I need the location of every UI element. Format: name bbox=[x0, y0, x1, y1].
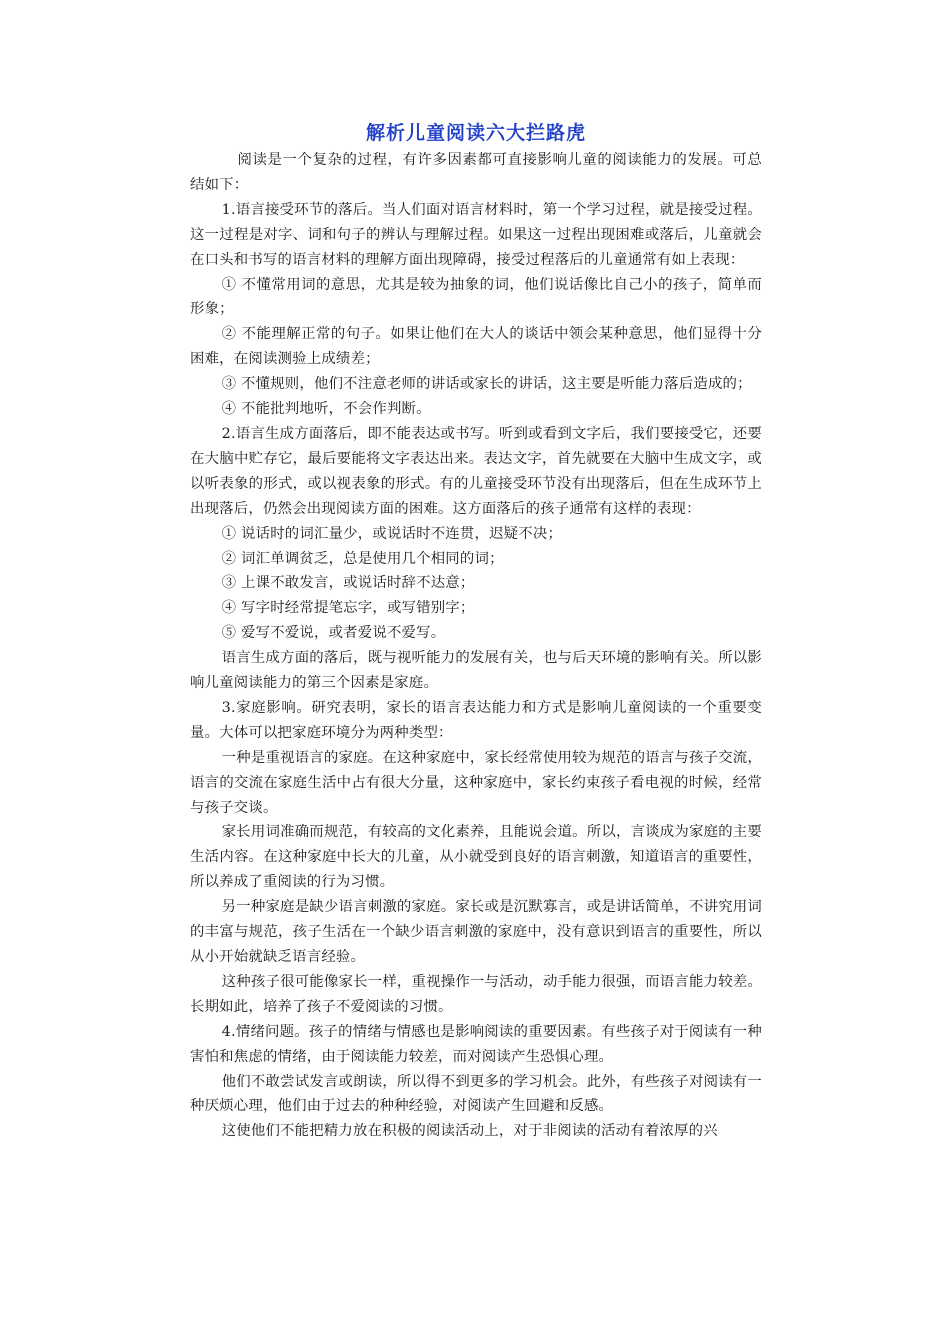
list-item: ④ 不能批判地听，不会作判断。 bbox=[221, 401, 431, 418]
paragraph: 这使他们不能把精力放在积极的阅读活动上，对于非阅读的活动有着浓厚的兴 bbox=[221, 1123, 718, 1140]
list-item: ④ 写字时经常提笔忘字，或写错别字； bbox=[221, 600, 475, 617]
paragraph: 这种孩子很可能像家长一样，重视操作一与活动，动手能力很强，而语言能力较差。长期如此，培养了孩子不爱阅读的习惯。 bbox=[190, 973, 762, 1015]
paragraph: 他们不敢尝试发言或朗读，所以得不到更多的学习机会。此外，有些孩子对阅读有一种厌烦心理，他们由于过去的种种经验，对阅读产生回避和反感。 bbox=[190, 1073, 762, 1115]
list-item: ③ 上课不敢发言，或说话时辞不达意； bbox=[221, 575, 475, 592]
paragraph: 1.语言接受环节的落后。当人们面对语言材料时，第一个学习过程，就是接受过程。这一过程是对字、词和句子的辨认与理解过程。如果这一过程出现困难或落后，儿童就会在口头和书写的语言材料的理解方面出现障碍，接受过程落后的儿童通常有如上表现： bbox=[190, 201, 762, 268]
list-item: ⑤ 爱写不爱说，或者爱说不爱写。 bbox=[221, 625, 446, 642]
paragraph: 阅读是一个复杂的过程，有许多因素都可直接影响儿童的阅读能力的发展。可总结如下： bbox=[190, 152, 762, 193]
paragraph: 2.语言生成方面落后，即不能表达或书写。听到或看到文字后，我们要接受它，还要在大脑中贮存它，最后要能将文字表达出来。表达文字，首先就要在大脑中生成文字，或以听表象的形式，或以视表象的形式。有的儿童接受环节没有出现落后，但在生成环节上出现落后，仍然会出现阅读方面的困难。这方面落后的孩子通常有这样的表现： bbox=[190, 425, 762, 517]
list-item: ② 不能理解正常的句子。如果让他们在大人的谈话中领会某种意思，他们显得十分困难，在阅读测验上成绩差； bbox=[190, 326, 762, 368]
paragraph: 一种是重视语言的家庭。在这种家庭中，家长经常使用较为规范的语言与孩子交流，语言的交流在家庭生活中占有很大分量，这种家庭中，家长约束孩子看电视的时候，经常与孩子交谈。 bbox=[190, 749, 762, 816]
list-item: ① 说话时的词汇量少，或说话时不连贯，迟疑不决； bbox=[221, 525, 563, 542]
document-page bbox=[190, 118, 762, 1144]
list-item: ② 词汇单调贫乏，总是使用几个相同的词； bbox=[221, 550, 504, 567]
paragraph: 语言生成方面的落后，既与视听能力的发展有关，也与后天环境的影响有关。所以影响儿童阅读能力的第三个因素是家庭。 bbox=[190, 650, 762, 692]
paragraph: 4.情绪问题。孩子的情绪与情感也是影响阅读的重要因素。有些孩子对于阅读有一种害怕和焦虑的情绪，由于阅读能力较差，而对阅读产生恐惧心理。 bbox=[190, 1023, 762, 1065]
paragraph: 家长用词准确而规范，有较高的文化素养，且能说会道。所以，言谈成为家庭的主要生活内容。在这种家庭中长大的儿童，从小就受到良好的语言刺激，知道语言的重要性，所以养成了重阅读的行为习惯。 bbox=[190, 824, 762, 891]
paragraph: 另一种家庭是缺少语言刺激的家庭。家长或是沉默寡言，或是讲话简单，不讲究用词的丰富与规范，孩子生活在一个缺少语言刺激的家庭中，没有意识到语言的重要性，所以从小开始就缺乏语言经验。 bbox=[190, 899, 762, 965]
paragraph: 3.家庭影响。研究表明，家长的语言表达能力和方式是影响儿童阅读的一个重要变量。大体可以把家庭环境分为两种类型： bbox=[190, 699, 762, 741]
list-item: ① 不懂常用词的意思，尤其是较为抽象的词，他们说话像比自己小的孩子，简单而形象； bbox=[190, 276, 762, 318]
list-item: ③ 不懂规则，他们不注意老师的讲话或家长的讲话，这主要是听能力落后造成的； bbox=[221, 376, 752, 393]
document-title: 解析儿童阅读六大拦路虎 bbox=[365, 122, 586, 144]
